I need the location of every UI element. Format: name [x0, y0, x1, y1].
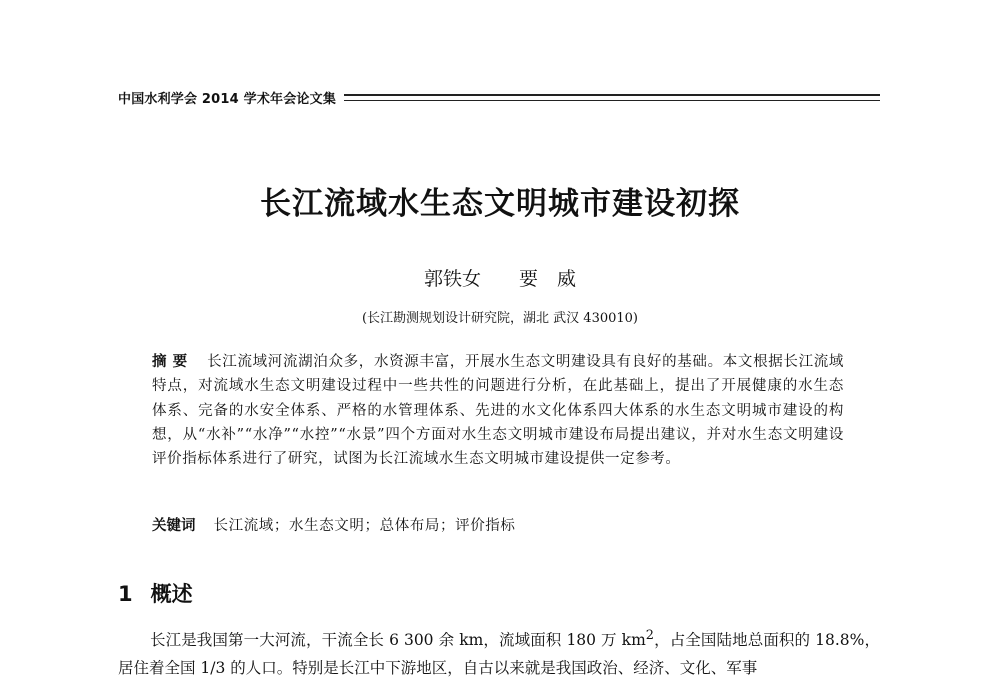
header-rule [344, 94, 880, 101]
body-text-part1: 长江是我国第一大河流，干流全长 6 300 余 km，流域面积 180 万 km [150, 631, 646, 650]
affiliation: (长江勘测规划设计研究院，湖北 武汉 430010) [361, 311, 639, 326]
keywords-label: 关键词 [152, 518, 196, 534]
abstract-label: 摘要 [152, 354, 194, 370]
body-superscript: 2 [645, 628, 654, 643]
body-paragraph [118, 622, 880, 682]
section-heading [118, 578, 193, 608]
abstract-text: 长江流域河流湖泊众多，水资源丰富，开展水生态文明建设具有良好的基础。本文根据长江流域特点，对流域水生态文明建设过程中一些共性的问题进行分析，在此基础上，提出了开展健康的水生态体系、完备的水安全体系、严格的水管理体系、先进的水文化体系四大体系的水生态文明城市建设的构想，从“水补”“水净”“水控”“水景”四个方面对水生态文明城市建设布局提出建议，并对水生态文明建设评价指标体系进行了研究，试图为长江流域水生态文明城市建设提供一定参考。 [152, 354, 845, 468]
keywords-text: 长江流域；水生态文明；总体布局；评价指标 [213, 518, 516, 534]
abstract [152, 350, 844, 471]
section-title: 概述 [150, 582, 193, 606]
authors: 郭铁女 要 威 [423, 268, 576, 290]
section-number: 1 [118, 582, 133, 606]
paper-title: 长江流域水生态文明城市建设初探 [260, 186, 740, 222]
body-text-part2: ，占全国陆地总面积的 18.8%，居住着全国 1/3 的人口。特别是长江中下游地区，自古以来就是我国政治、经济、文化、军事 [118, 631, 880, 678]
keywords [152, 514, 844, 535]
running-header [118, 88, 880, 107]
header-text: 中国水利学会 2014 学术年会论文集 [118, 92, 337, 107]
